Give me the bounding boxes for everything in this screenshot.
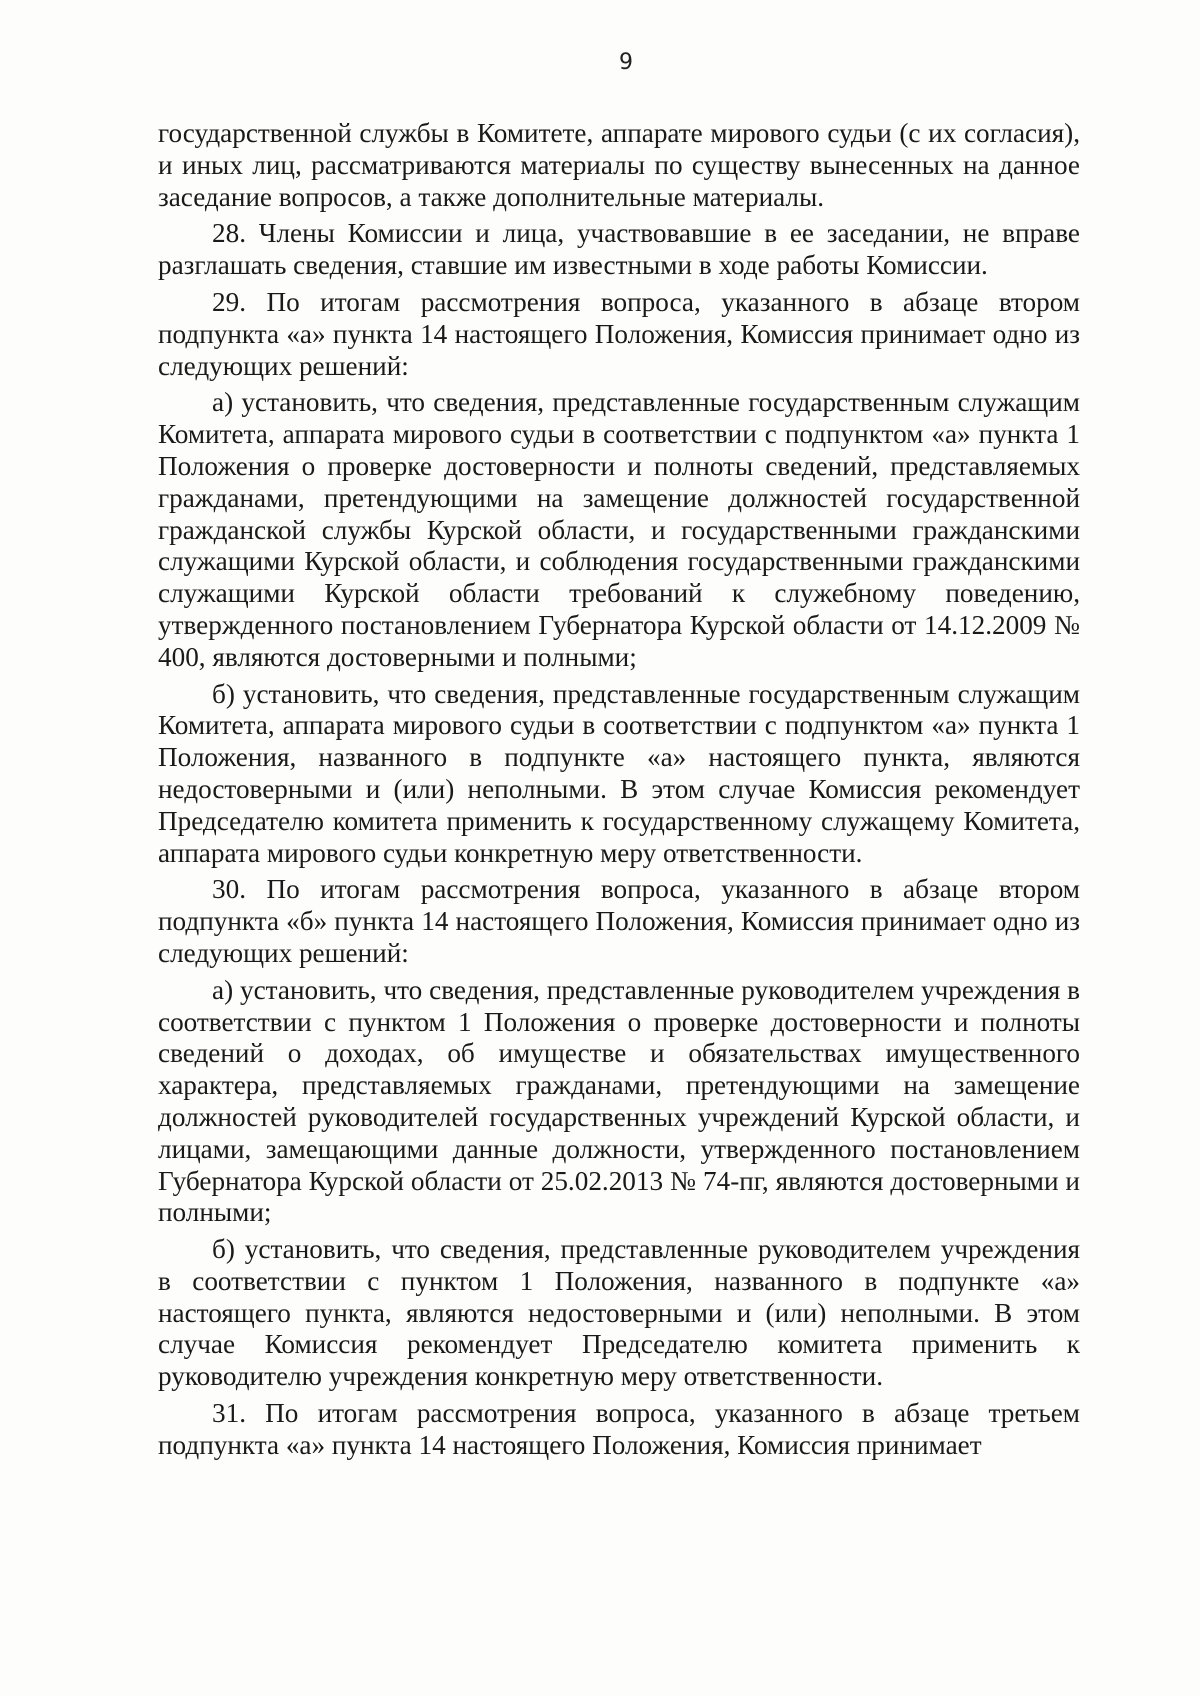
document-body — [158, 118, 1080, 1467]
clause-30-subclause-b: б) установить, что сведения, представленные руководителем учреждения в соответствии с пунктом 1 Положения, названного в подпункте «а» настоящего пункта, являются недостоверными и (или) неполными. В этом случае Комиссия рекомендует Председателю комитета применить к руководителю учреждения конкретную меру ответственности. — [158, 1234, 1080, 1392]
page-number: 9 — [619, 50, 633, 75]
clause-29-subclause-a: а) установить, что сведения, представленные государственным служащим Комитета, аппарата мирового судьи в соответствии с подпунктом «а» пункта 1 Положения о проверке достоверности и полноты сведений, представляемых гражданами, претендующими на замещение должностей государственной гражданской службы Курской области, и государственными гражданскими служащими Курской области, и соблюдения государственными гражданскими служащими Курской области требований к служебному поведению, утвержденного постановлением Губернатора Курской области от 14.12.2009 № 400, являются достоверными и полными; — [158, 387, 1080, 672]
paragraph-continuation: государственной службы в Комитете, аппарате мирового судьи (с их согласия), и иных лиц, рассматриваются материалы по существу вынесенных на данное заседание вопросов, а также дополнительные материалы. — [158, 118, 1080, 212]
clause-30: 30. По итогам рассмотрения вопроса, указанного в абзаце втором подпункта «б» пункта 14 настоящего Положения, Комиссия принимает одно из следующих решений: — [158, 874, 1080, 968]
clause-29-subclause-b: б) установить, что сведения, представленные государственным служащим Комитета, аппарата мирового судьи в соответствии с подпунктом «а» пункта 1 Положения, названного в подпункте «а» настоящего пункта, являются недостоверными и (или) неполными. В этом случае Комиссия рекомендует Председателю комитета применить к государственному служащему Комитета, аппарата мирового судьи конкретную меру ответственности. — [158, 678, 1080, 868]
clause-30-subclause-a: а) установить, что сведения, представленные руководителем учреждения в соответствии с пунктом 1 Положения о проверке достоверности и полноты сведений о доходах, об имуществе и обязательствах имущественного характера, представляемых гражданами, претендующими на замещение должностей руководителей государственных учреждений Курской области, и лицами, замещающими данные должности, утвержденного постановлением Губернатора Курской области от 25.02.2013 № 74-пг, являются достоверными и полными; — [158, 974, 1080, 1228]
clause-28: 28. Члены Комиссии и лица, участвовавшие в ее заседании, не вправе разглашать сведения, ставшие им известными в ходе работы Комиссии. — [158, 218, 1080, 281]
clause-29: 29. По итогам рассмотрения вопроса, указанного в абзаце втором подпункта «а» пункта 14 настоящего Положения, Комиссия принимает одно из следующих решений: — [158, 286, 1080, 381]
clause-31: 31. По итогам рассмотрения вопроса, указанного в абзаце третьем подпункта «а» пункта 14 настоящего Положения, Комиссия принимает — [158, 1398, 1080, 1460]
